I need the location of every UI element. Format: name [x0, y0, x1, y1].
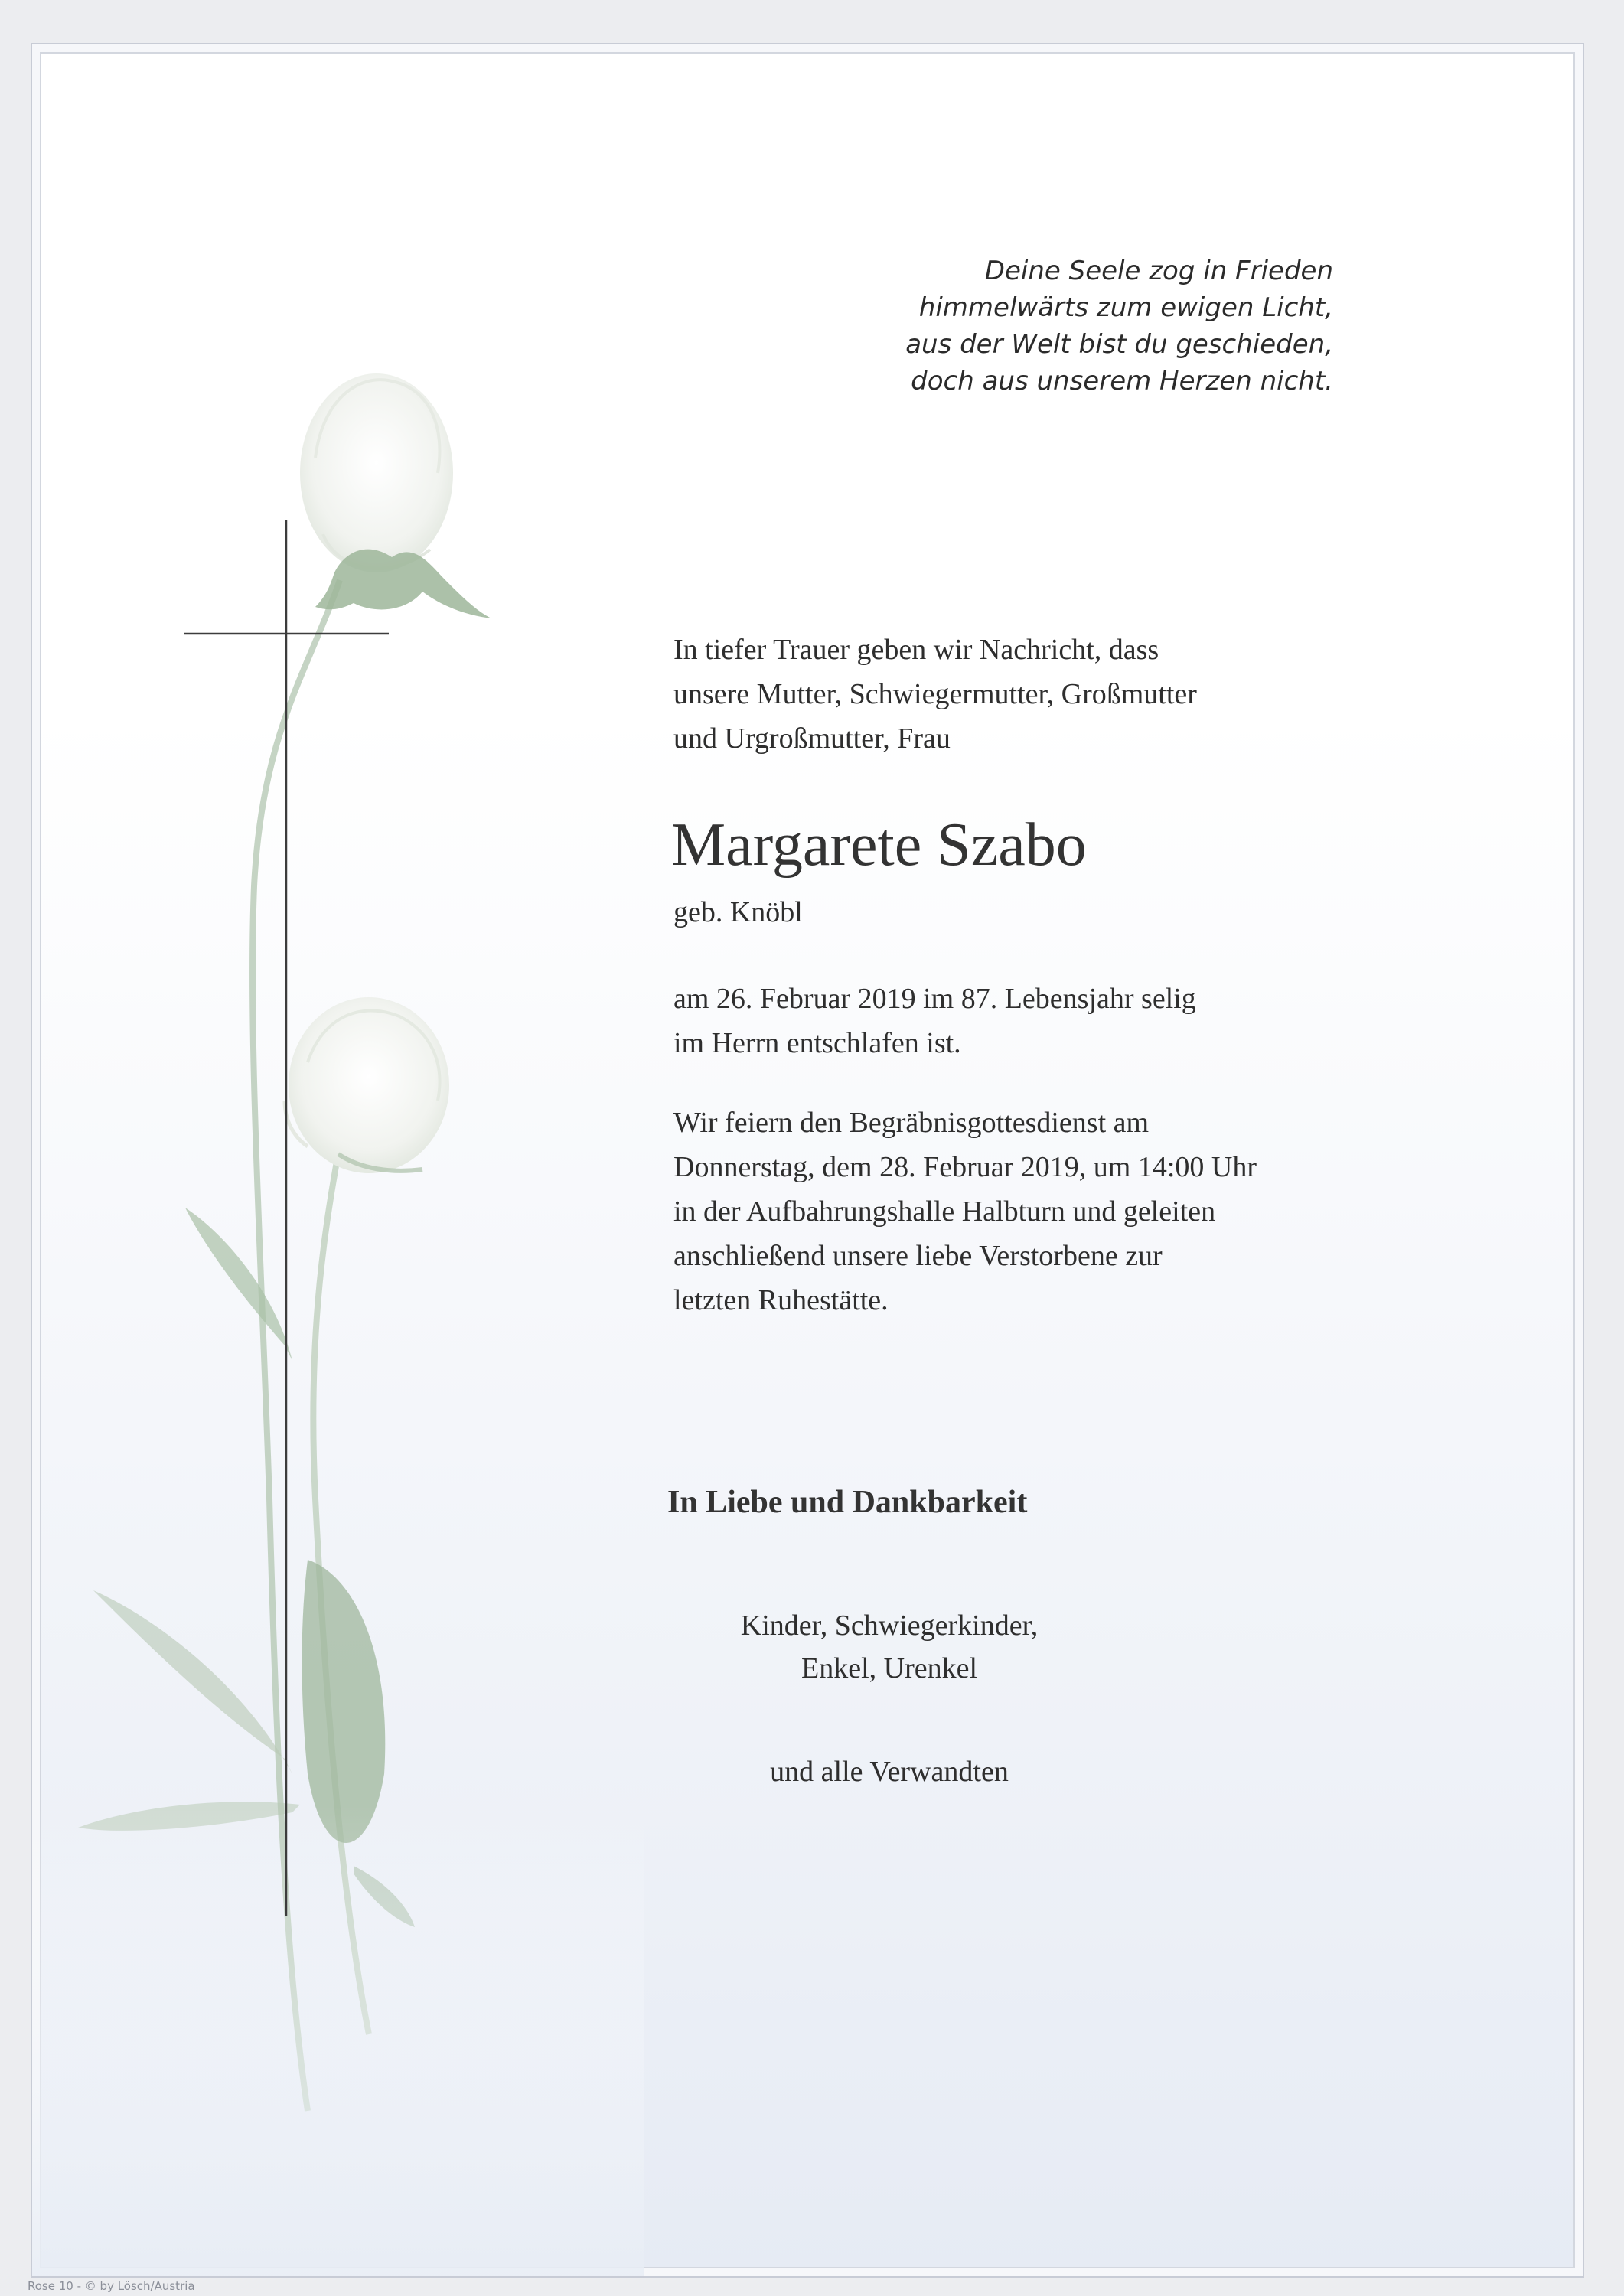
notice-line: und Urgroßmutter, Frau	[673, 722, 951, 755]
family-line: Enkel, Urenkel	[801, 1652, 978, 1684]
maiden-name: geb. Knöbl	[673, 896, 803, 928]
service-line: Donnerstag, dem 28. Februar 2019, um 14:00 Uhr	[673, 1151, 1257, 1183]
deceased-name: Margarete Szabo	[671, 811, 1087, 879]
verse-line: himmelwärts zum ewigen Licht,	[918, 292, 1333, 323]
obituary-card	[31, 43, 1584, 2278]
service-line: anschließend unsere liebe Verstorbene zur	[673, 1240, 1163, 1272]
service-line: Wir feiern den Begräbnisgottesdienst am	[673, 1107, 1150, 1139]
closing-thanks: In Liebe und Dankbarkeit	[667, 1485, 1028, 1520]
notice-line: In tiefer Trauer geben wir Nachricht, dass	[673, 634, 1159, 666]
family-line: Kinder, Schwiegerkinder,	[740, 1609, 1039, 1642]
verse-line: doch aus unserem Herzen nicht.	[911, 366, 1333, 396]
service-line: letzten Ruhestätte.	[673, 1284, 889, 1316]
death-notice-intro	[673, 628, 1197, 761]
date-of-death	[673, 977, 1196, 1065]
death-line: im Herrn entschlafen ist.	[673, 1027, 961, 1059]
verse-line: Deine Seele zog in Frieden	[984, 256, 1333, 286]
service-line: in der Aufbahrungshalle Halbturn und geleiten	[673, 1195, 1216, 1228]
memorial-verse	[828, 253, 1333, 400]
funeral-service-details	[673, 1101, 1257, 1322]
mourning-family	[706, 1604, 1073, 1690]
notice-line: unsere Mutter, Schwiegermutter, Großmutter	[673, 678, 1197, 710]
template-credit: Rose 10 - © by Lösch/Austria	[28, 2279, 195, 2293]
death-line: am 26. Februar 2019 im 87. Lebensjahr selig	[673, 983, 1196, 1015]
verse-line: aus der Welt bist du geschieden,	[905, 329, 1333, 360]
relatives: und alle Verwandten	[770, 1756, 1009, 1788]
